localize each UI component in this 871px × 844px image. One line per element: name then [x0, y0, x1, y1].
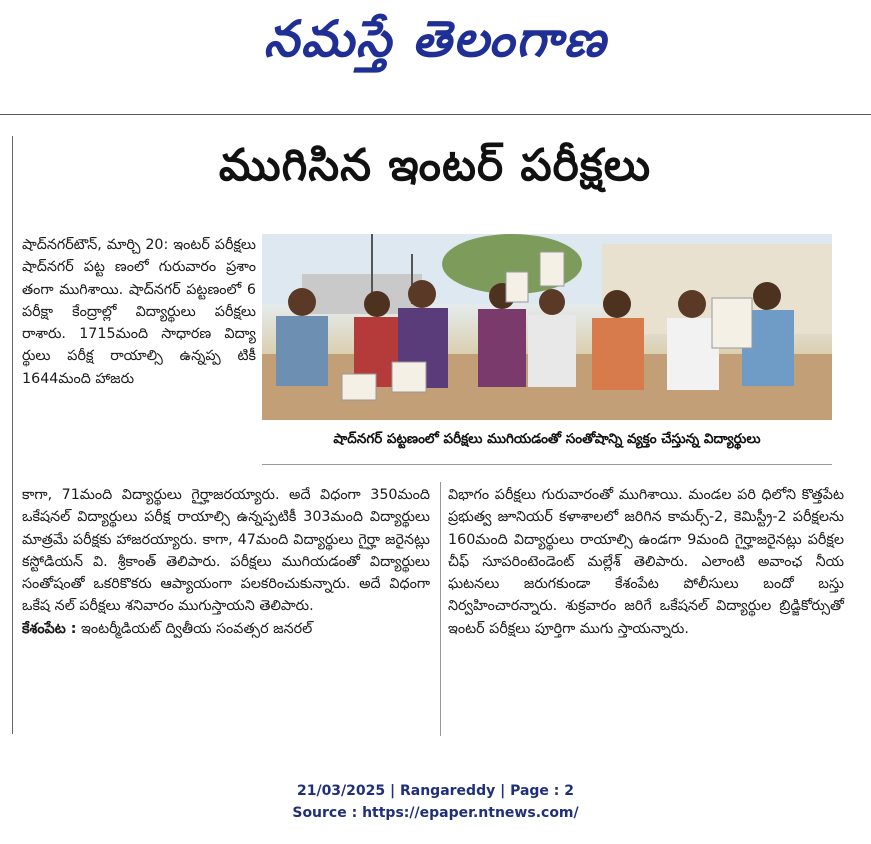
- article-text-right-column: విభాగం పరీక్షలు గురువారంతో ముగిశాయి. మండల పరి ధిలోని కొత్తపేట ప్రభుత్వ జూనియర్ కళాశాలలో జరిగిన కామర్స్-2, కెమిస్ట్రీ-2 పరీక్షలను 160మంది విద్యార్థులు రాయాల్సి ఉండగా 9మంది గైర్హాజరైనట్లు పరీక్షల చీఫ్ సూపరింటెండెంట్ మల్లేశ్ తెలిపారు. ఎలాంటి అవాంఛ నీయ ఘటనలు జరుగకుండా కేశంపేట పోలీసులు బందో బస్తు నిర్వహించారన్నారు. శుక్రవారం జరిగే ఒకేషనల్ విద్యార్థుల బ్రిడ్జికోర్సుతో ఇంటర్ పరీక్షలు పూర్తిగా ముగు స్తాయన్నారు.: [448, 487, 844, 637]
- clipping-border: [12, 136, 13, 734]
- column-divider: [440, 482, 441, 736]
- article-headline: ముగిసిన ఇంటర్ పరీక్షలు: [218, 140, 652, 191]
- footer-date-edition: 21/03/2025 | Rangareddy | Page : 2: [296, 783, 575, 799]
- masthead: [0, 0, 871, 112]
- article-clipping: [12, 130, 858, 736]
- article-text-intro: షాద్‌నగర్‌టౌన్, మార్చి 20: ఇంటర్ పరీక్షలు షాద్‌నగర్ పట్ట ణంలో గురువారం ప్రశాం తంగా ముగిశాయి. షాద్‌నగర్ పట్టణంలో 6 పరీక్షా కేంద్రాల్లో విద్యార్థులు పరీక్షలు రాశారు. 1715మంది సాధారణ విద్యా ర్థులు పరీక్ష రాయాల్సి ఉన్నప్ప టికీ 1644మంది హాజరు: [22, 237, 256, 387]
- newspaper-logo: నమస్తే తెలంగాణ: [263, 10, 608, 68]
- footer-source: Source : https://epaper.ntnews.com/: [292, 805, 579, 821]
- article-text-left-column: [22, 484, 430, 640]
- article-text-continued: కాగా, 71మంది విద్యార్థులు గైర్హాజరయ్యారు. అదే విధంగా 350మంది ఒకేషనల్ విద్యార్థులు పరీక్ష రాయాల్సి ఉన్నప్పటికీ 303మంది విద్యార్థులు మాత్రమే పరీక్షకు హాజరయ్యారు. కాగా, 47మంది విద్యార్థులు గైర్హా జరైనట్లు కస్టోడియన్ వి. శ్రీకాంత్ తెలిపారు. పరీక్షలు ముగియడంతో విద్యార్థులు సంతోషంతో ఒకరికొకరు ఆప్యాయంగా పలకరించుకున్నారు. అదే విధంగా ఒకేష నల్ పరీక్షలు శనివారం ముగుస్తాయని తెలిపారు.: [22, 487, 430, 615]
- kesampet-text-start: ఇంటర్మీడియట్ ద్వితీయ సంవత్సర జనరల్: [76, 620, 313, 637]
- article-photo: [262, 234, 832, 420]
- students-photo-illustration: [262, 234, 832, 420]
- photo-caption: షాద్‌నగర్ పట్టణంలో పరీక్షలు ముగియడంతో సంతోషాన్ని వ్యక్తం చేస్తున్న విద్యార్థులు: [333, 431, 761, 447]
- page-footer: [0, 780, 871, 824]
- caption-divider: [262, 464, 832, 465]
- masthead-divider: [0, 114, 871, 115]
- kesampet-dateline: కేశంపేట :: [22, 620, 77, 637]
